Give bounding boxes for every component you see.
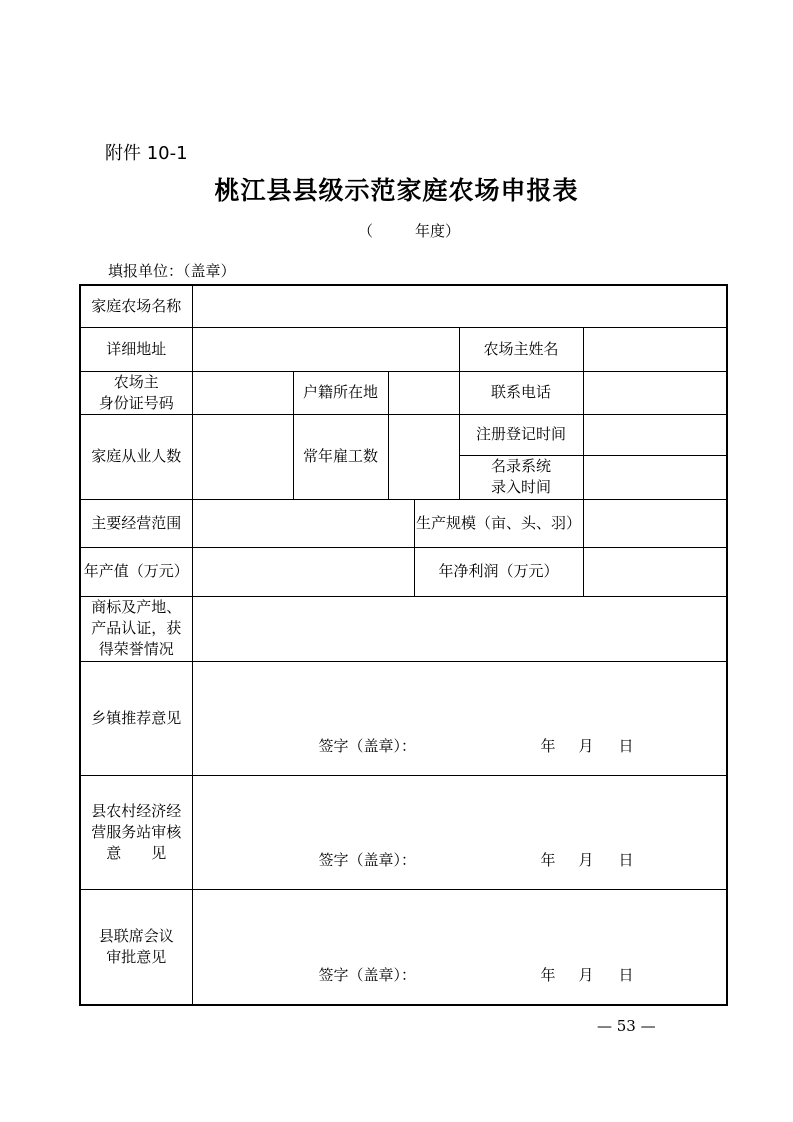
joint-meeting-value[interactable] bbox=[192, 889, 727, 1005]
farm-name-label: 家庭农场名称 bbox=[80, 285, 192, 327]
employees-label: 常年雇工数 bbox=[293, 414, 388, 499]
station-opinion-value[interactable] bbox=[192, 775, 727, 889]
record-time-label bbox=[459, 455, 583, 499]
honors-line3: 得荣誉情况 bbox=[98, 640, 174, 658]
joint-line1: 县联席会议 bbox=[98, 926, 174, 945]
signature-year: 年 bbox=[540, 965, 556, 984]
output-value[interactable] bbox=[192, 547, 414, 596]
joint-meeting-label bbox=[80, 889, 192, 1005]
year-line bbox=[358, 220, 460, 241]
phone-label: 联系电话 bbox=[459, 371, 583, 414]
owner-id-label bbox=[80, 371, 192, 414]
application-form-table bbox=[79, 284, 728, 1006]
town-opinion-label: 乡镇推荐意见 bbox=[80, 661, 192, 775]
signature-label: 签字（盖章）： bbox=[318, 736, 417, 755]
profit-value[interactable] bbox=[583, 547, 727, 596]
page-number: — 53 — bbox=[597, 1017, 656, 1035]
output-label: 年产值（万元） bbox=[80, 547, 192, 596]
farm-name-value[interactable] bbox=[192, 285, 727, 327]
page-title: 桃江县县级示范家庭农场申报表 bbox=[214, 176, 579, 205]
signature-year: 年 bbox=[540, 850, 556, 869]
scale-label: 生产规模（亩、头、羽） bbox=[414, 499, 583, 547]
owner-name-label: 农场主姓名 bbox=[459, 327, 583, 371]
signature-month: 月 bbox=[578, 965, 594, 984]
business-scope-value[interactable] bbox=[192, 499, 414, 547]
reg-time-value[interactable] bbox=[583, 414, 727, 455]
signature-label: 签字（盖章）： bbox=[318, 965, 417, 984]
honors-line2: 产品认证，获 bbox=[91, 619, 182, 637]
family-workers-label: 家庭从业人数 bbox=[80, 414, 192, 499]
reg-time-label: 注册登记时间 bbox=[459, 414, 583, 455]
signature-year: 年 bbox=[540, 736, 556, 755]
record-time-value[interactable] bbox=[583, 455, 727, 499]
profit-label: 年净利润（万元） bbox=[414, 547, 583, 596]
record-line2: 录入时间 bbox=[490, 478, 551, 496]
owner-id-line1: 农场主 bbox=[113, 372, 159, 391]
phone-value[interactable] bbox=[583, 371, 727, 414]
signature-day: 日 bbox=[618, 850, 634, 869]
household-reg-label: 户籍所在地 bbox=[293, 371, 388, 414]
signature-day: 日 bbox=[618, 736, 634, 755]
owner-id-line2: 身份证号码 bbox=[98, 393, 174, 412]
business-scope-label: 主要经营范围 bbox=[80, 499, 192, 547]
attachment-label: 附件 10-1 bbox=[105, 143, 188, 164]
address-value[interactable] bbox=[192, 327, 459, 371]
honors-value[interactable] bbox=[192, 596, 727, 661]
station-line3: 意 见 bbox=[106, 843, 167, 862]
year-close: 年度） bbox=[415, 222, 461, 240]
scale-value[interactable] bbox=[583, 499, 727, 547]
station-line1: 县农村经济经 bbox=[91, 801, 182, 820]
address-label: 详细地址 bbox=[80, 327, 192, 371]
signature-label: 签字（盖章）： bbox=[318, 850, 417, 869]
honors-line1: 商标及产地、 bbox=[91, 598, 182, 616]
reporting-unit: 填报单位：（盖章） bbox=[108, 262, 236, 280]
family-workers-value[interactable] bbox=[192, 414, 293, 499]
year-open: （ bbox=[358, 222, 374, 240]
signature-month: 月 bbox=[578, 736, 594, 755]
record-line1: 名录系统 bbox=[490, 457, 551, 475]
signature-day: 日 bbox=[618, 965, 634, 984]
town-opinion-value[interactable] bbox=[192, 661, 727, 775]
household-reg-value[interactable] bbox=[388, 371, 459, 414]
honors-label bbox=[80, 596, 192, 661]
joint-line2: 审批意见 bbox=[106, 947, 167, 966]
owner-id-value[interactable] bbox=[192, 371, 293, 414]
owner-name-value[interactable] bbox=[583, 327, 727, 371]
station-opinion-label bbox=[80, 775, 192, 889]
employees-value[interactable] bbox=[388, 414, 459, 499]
signature-month: 月 bbox=[578, 850, 594, 869]
station-line2: 营服务站审核 bbox=[91, 822, 182, 841]
